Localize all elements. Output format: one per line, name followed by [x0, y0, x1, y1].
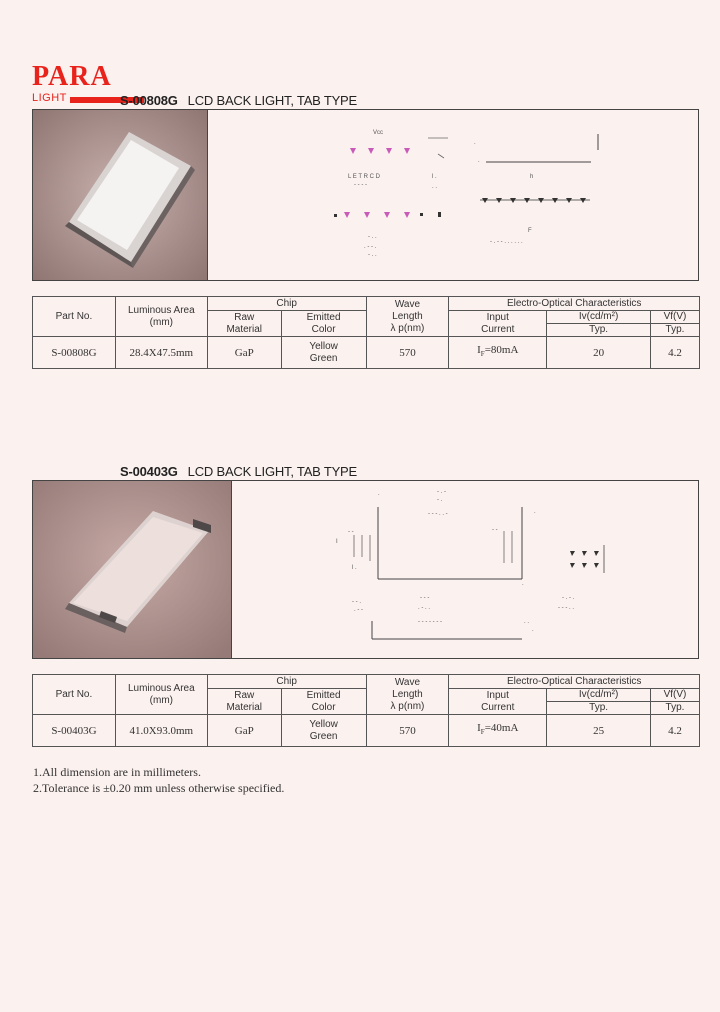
cell-current — [449, 337, 547, 369]
header-vf: Vf(V) — [651, 311, 700, 324]
cell-vf: 4.2 — [651, 337, 700, 369]
note-2: 2.Tolerance is ±0.20 mm unless otherwise specified. — [33, 781, 285, 795]
header-part-no: Part No. — [33, 297, 116, 337]
cell-wave: 570 — [366, 337, 449, 369]
svg-text:- . .: - . . — [368, 234, 377, 240]
header-raw-1: Raw — [234, 311, 255, 323]
svg-text:.: . — [474, 140, 476, 146]
cell-current-sub: F — [480, 350, 485, 359]
header-iv: Iv(cd/m²) — [547, 689, 651, 702]
header-emitted-color — [281, 311, 366, 337]
product-1-panel — [32, 109, 699, 281]
svg-text:- . - .: - . - . — [562, 595, 575, 601]
cell-color — [281, 715, 366, 747]
logo-sub: LIGHT — [32, 92, 67, 104]
header-input-1: Input — [486, 689, 509, 701]
product-2-heading — [120, 464, 357, 479]
header-raw-material — [207, 689, 281, 715]
table-row — [33, 715, 700, 747]
header-input-current — [449, 689, 547, 715]
svg-text:.: . — [378, 491, 380, 497]
cell-area: 41.0X93.0mm — [115, 715, 207, 747]
product-2-title: LCD BACK LIGHT, TAB TYPE — [187, 464, 357, 479]
header-vf-typ: Typ. — [651, 702, 700, 715]
svg-text:.: . — [532, 627, 534, 633]
product-2-spec-table — [32, 674, 700, 747]
cell-current-val: =40mA — [484, 722, 519, 735]
cell-current-val: =80mA — [484, 344, 519, 357]
header-emitted-1: Emitted — [306, 311, 341, 323]
header-input-2: Current — [481, 323, 515, 335]
header-wave-length — [366, 297, 449, 337]
svg-text:- -: - - — [348, 529, 354, 535]
svg-text:- . -: - . - — [437, 489, 446, 495]
svg-text:.: . — [534, 509, 536, 515]
header-wave-length — [366, 675, 449, 715]
svg-text:- - -: - - - — [420, 595, 430, 601]
header-emitted-2: Color — [311, 323, 336, 335]
svg-text:Vcc: Vcc — [373, 130, 384, 136]
cell-color-2: Green — [309, 730, 338, 742]
header-raw-material — [207, 311, 281, 337]
para-light-logo — [32, 61, 112, 104]
header-luminous-area-label: Luminous Area — [127, 682, 195, 694]
header-iv: Iv(cd/m²) — [547, 311, 651, 324]
header-emitted-1: Emitted — [306, 689, 341, 701]
product-1-spec-table — [32, 296, 700, 369]
product-1-model: S-00808G — [120, 93, 178, 108]
svg-text:L E T R C D: L E T R C D — [348, 174, 380, 180]
svg-text:l .: l . — [352, 565, 357, 571]
svg-text:I: I — [336, 539, 338, 545]
cell-part-no: S-00808G — [33, 337, 116, 369]
cell-current — [449, 715, 547, 747]
header-wave-3: λ p(nm) — [390, 322, 425, 334]
cell-color-1: Yellow — [309, 718, 338, 730]
header-luminous-area — [115, 297, 207, 337]
svg-text:F: F — [528, 228, 532, 234]
cell-wave: 570 — [366, 715, 449, 747]
svg-text:. - -: . - - — [354, 607, 363, 613]
svg-text:- -: - - — [492, 527, 498, 533]
svg-text:.: . — [478, 158, 480, 164]
cell-iv: 25 — [547, 715, 651, 747]
svg-text:- - - - - - -: - - - - - - - — [418, 619, 442, 625]
cell-current-sym: I — [477, 344, 481, 357]
product-2-panel — [32, 480, 699, 659]
cell-part-no: S-00403G — [33, 715, 116, 747]
header-emitted-2: Color — [311, 701, 336, 713]
svg-text:- . - - . . . . . .: - . - - . . . . . . — [490, 239, 523, 245]
svg-text:- .: - . — [437, 497, 443, 503]
svg-text:. .: . . — [524, 619, 530, 625]
cell-color-2: Green — [309, 352, 338, 364]
header-wave-2: Length — [392, 688, 423, 700]
header-iv-typ: Typ. — [547, 702, 651, 715]
header-electro-optical: Electro-Optical Characteristics — [449, 675, 700, 689]
product-2-photo — [33, 481, 232, 658]
header-luminous-area-label: Luminous Area — [127, 304, 195, 316]
logo-brand: PARA — [32, 61, 112, 92]
svg-text:l .: l . — [432, 174, 437, 180]
header-raw-1: Raw — [234, 689, 255, 701]
svg-text:. - . .: . - . . — [418, 605, 430, 611]
table-row — [33, 337, 700, 369]
product-2-model: S-00403G — [120, 464, 178, 479]
product-1-heading — [120, 93, 357, 108]
header-luminous-area — [115, 675, 207, 715]
cell-area: 28.4X47.5mm — [115, 337, 207, 369]
header-luminous-area-unit: (mm) — [149, 694, 173, 706]
svg-text:- . .: - . . — [368, 252, 377, 258]
note-1: 1.All dimension are in millimeters. — [33, 765, 201, 779]
cell-color — [281, 337, 366, 369]
header-emitted-color — [281, 689, 366, 715]
svg-text:- - .: - - . — [352, 599, 361, 605]
header-vf-typ: Typ. — [651, 324, 700, 337]
header-electro-optical: Electro-Optical Characteristics — [449, 297, 700, 311]
svg-text:h: h — [530, 174, 534, 180]
svg-text:- - - . .: - - - . . — [558, 605, 574, 611]
cell-raw: GaP — [207, 337, 281, 369]
product-1-drawing — [208, 110, 698, 280]
header-part-no: Part No. — [33, 675, 116, 715]
header-wave-1: Wave — [394, 298, 421, 310]
cell-current-sym: I — [477, 722, 481, 735]
header-chip: Chip — [207, 297, 366, 311]
cell-iv: 20 — [547, 337, 651, 369]
svg-text:. - - .: . - - . — [364, 244, 377, 250]
cell-vf: 4.2 — [651, 715, 700, 747]
header-wave-3: λ p(nm) — [390, 700, 425, 712]
header-raw-2: Material — [226, 323, 263, 335]
product-1-photo — [33, 110, 208, 280]
svg-text:- - - -: - - - - — [354, 182, 367, 188]
header-vf: Vf(V) — [651, 689, 700, 702]
cell-raw: GaP — [207, 715, 281, 747]
header-chip: Chip — [207, 675, 366, 689]
header-input-1: Input — [486, 311, 509, 323]
header-input-2: Current — [481, 701, 515, 713]
header-raw-2: Material — [226, 701, 263, 713]
product-2-drawing — [232, 481, 698, 658]
svg-text:.: . — [522, 581, 524, 587]
header-wave-2: Length — [392, 310, 423, 322]
header-iv-typ: Typ. — [547, 324, 651, 337]
svg-text:- - - . . -: - - - . . - — [428, 511, 448, 517]
svg-text:. .: . . — [432, 184, 438, 190]
header-luminous-area-unit: (mm) — [149, 316, 173, 328]
header-input-current — [449, 311, 547, 337]
header-wave-1: Wave — [394, 676, 421, 688]
cell-current-sub: F — [480, 728, 485, 737]
cell-color-1: Yellow — [309, 340, 338, 352]
product-1-title: LCD BACK LIGHT, TAB TYPE — [187, 93, 357, 108]
